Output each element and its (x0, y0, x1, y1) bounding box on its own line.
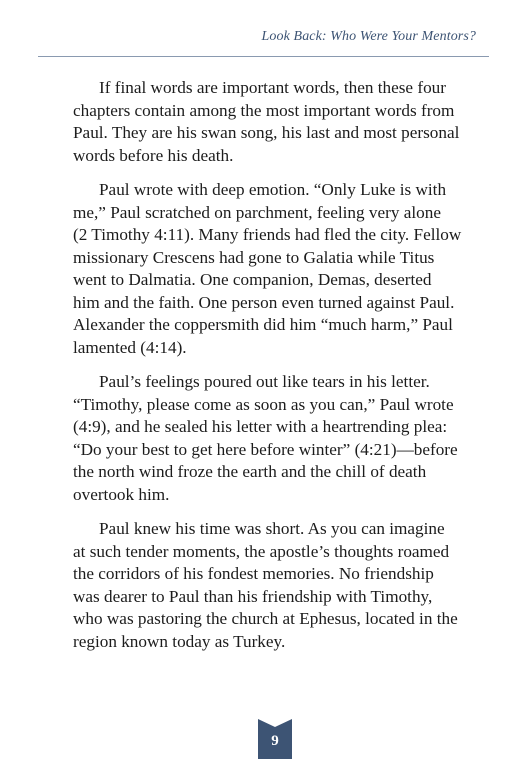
text-line: chapters contain among the most important words from (73, 100, 455, 120)
text-line: the north wind froze the earth and the chill of death (73, 462, 427, 481)
text-line: “Timothy, please come as soon as you can,” Paul wrote (73, 394, 454, 414)
text-line: at such tender moments, the apostle’s thoughts roamed (73, 541, 450, 561)
paragraph (73, 518, 483, 653)
text-line: was dearer to Paul than his friendship with Timothy, (73, 586, 433, 606)
page-number-tab (258, 719, 292, 759)
header-divider (38, 56, 489, 57)
text-line: Alexander the coppersmith did him “much harm,” Paul (73, 315, 453, 334)
text-line: region known today as Turkey. (73, 631, 286, 651)
paragraph (73, 179, 483, 359)
text-line: the corridors of his fondest memories. No friendship (73, 564, 434, 583)
text-line: (4:9), and he sealed his letter with a heartrending plea: (73, 417, 448, 436)
paragraph (73, 371, 483, 506)
text-line: (2 Timothy 4:11). Many friends had fled the city. Fellow (73, 225, 462, 244)
text-line: Paul. They are his swan song, his last and most personal (73, 123, 460, 142)
text-line: Paul wrote with deep emotion. “Only Luke is with (99, 180, 447, 199)
running-header-title: Look Back: Who Were Your Mentors? (261, 29, 476, 44)
text-line: who was pastoring the church at Ephesus, located in the (73, 609, 458, 628)
paragraph (73, 77, 483, 167)
text-line: If final words are important words, then these four (99, 78, 446, 97)
text-line: him and the faith. One person even turned against Paul. (73, 292, 455, 312)
text-line: “Do your best to get here before winter” (4:21)—before (73, 439, 458, 459)
text-line: overtook him. (73, 484, 170, 504)
body-text (73, 77, 483, 665)
text-line: missionary Crescens had gone to Galatia while Titus (73, 247, 435, 267)
text-line: Paul’s feelings poured out like tears in his letter. (99, 372, 430, 391)
text-line: lamented (4:14). (73, 337, 187, 357)
running-header (0, 0, 527, 58)
text-line: went to Dalmatia. One companion, Demas, deserted (73, 270, 432, 289)
text-line: words before his death. (73, 145, 234, 165)
text-line: Paul knew his time was short. As you can imagine (99, 519, 445, 538)
text-line: me,” Paul scratched on parchment, feeling very alone (73, 202, 441, 222)
page-number: 9 (271, 733, 279, 749)
